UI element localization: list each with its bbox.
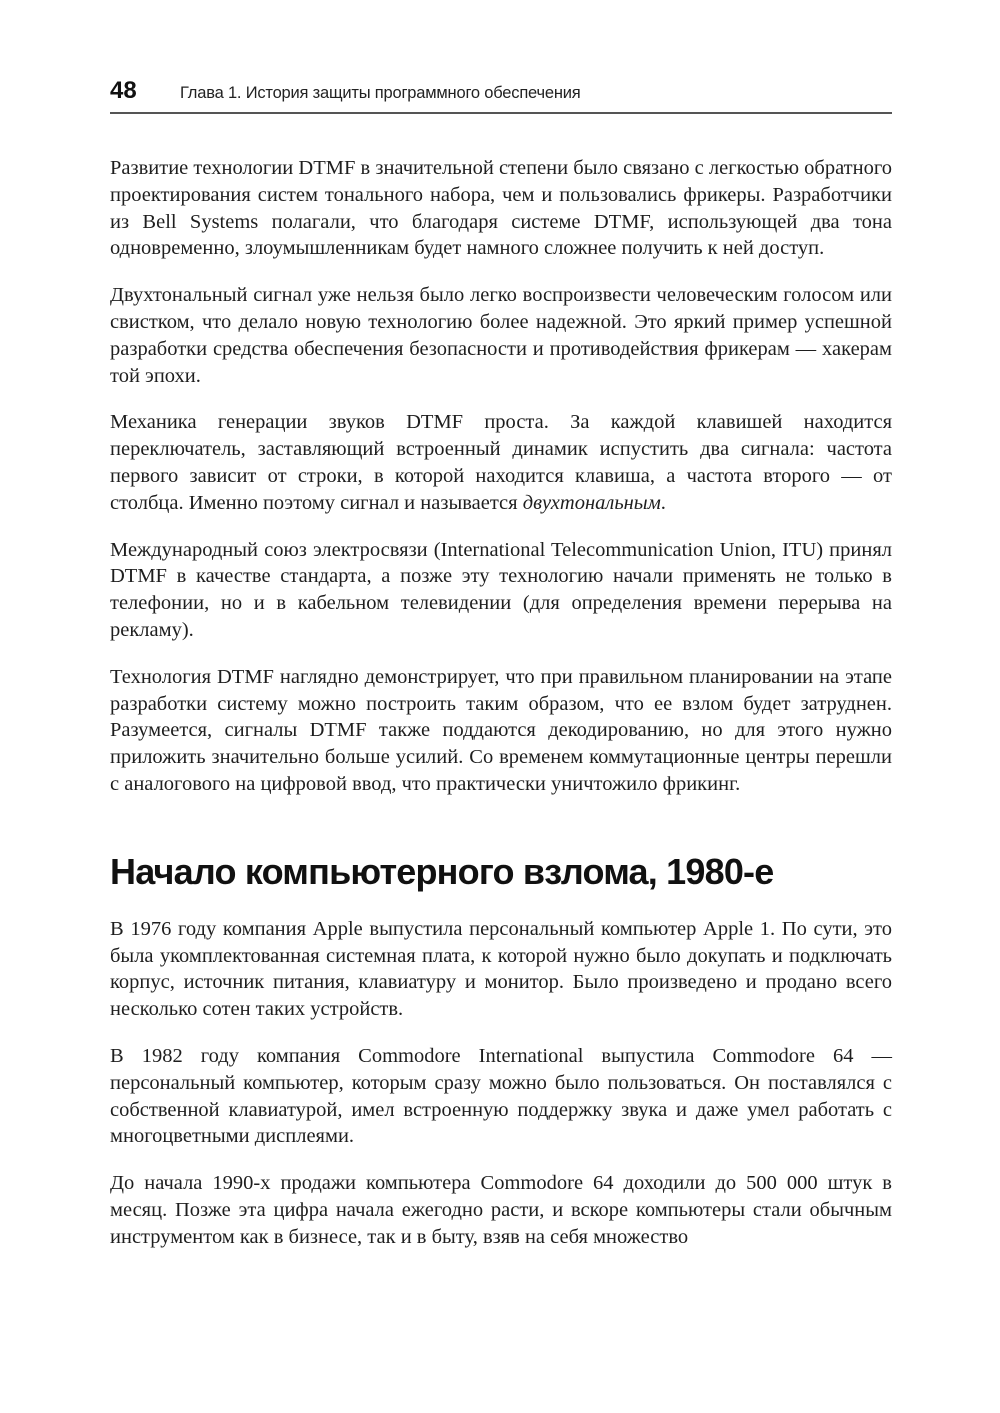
page-body — [110, 155, 892, 1271]
page-number: 48 — [110, 77, 137, 104]
body-paragraph-dtmf-mechanics — [110, 409, 892, 516]
section-heading: Начало компьютерного взлома, 1980-е — [110, 850, 774, 892]
body-paragraph-apple-1: В 1976 году компания Apple выпустила персональный компьютер Apple 1. По сути, это была укомплектованная системная плата, к которой нужно было докупать и подключать корпус, источник питания, клавиатуру и монитор. Было произведено и продано всего несколько сотен таких устройств. — [110, 917, 892, 1021]
body-paragraph-two-tone-signal: Двухтональный сигнал уже нельзя было легко воспроизвести человеческим голосом или свистком, что делало новую технологию более надежной. Это яркий пример успешной разработки средства обеспечения безопасности и противодействия фрикерам — хакерам той эпохи. — [110, 284, 892, 387]
body-paragraph-commodore-64: В 1982 году компания Commodore International выпустила Commodore 64 — персональный компьютер, которым сразу можно было пользоваться. Он поставлялся с собственной клавиатурой, имел встроенную поддержку звука и даже умел работать с многоцветными дисплеями. — [110, 1044, 892, 1148]
emphasis-term: двухтональным — [522, 491, 661, 514]
running-head: Глава 1. История защиты программного обеспечения — [180, 84, 581, 102]
body-paragraph-dtmf-conclusion: Технология DTMF наглядно демонстрирует, что при правильном планировании на этапе разработки систему можно построить таким образом, что ее взлом будет затруднен. Разумеется, сигналы DTMF также поддаются декодированию, но для этого нужно приложить значительно больше усилий. Со временем коммутационные центры перешли с аналогового на цифровой ввод, что практически уничтожило фрикинг. — [110, 665, 892, 795]
dtmf-mechanics-end: . — [660, 491, 666, 514]
body-paragraph-dtmf-history: Развитие технологии DTMF в значительной степени было связано с легкостью обратного проектирования систем тонального набора, чем и пользовались фрикеры. Разработчики из Bell Systems полагали, что благодаря системе DTMF, использующей два тона одновременно, злоумышленникам будет намного сложнее получить к ней доступ. — [110, 157, 892, 260]
dtmf-mechanics-text: Механика генерации звуков DTMF проста. За каждой клавишей находится переключатель, заставляющий встроенный динамик испустить два сигнала: частота первого зависит от строки, в которой находится клавиша, а частота второго — от столбца. Именно поэтому сигнал и называется — [110, 411, 892, 514]
body-paragraph-itu-standard: Международный союз электросвязи (International Telecommunication Union, ITU) принял DTMF в качестве стандарта, а позже эту технологию начали применять не только в телефонии, но и в кабельном телевидении (для определения времени перерыва на рекламу). — [110, 538, 892, 641]
body-paragraph-commodore-sales: До начала 1990-х продажи компьютера Commodore 64 доходили до 500 000 штук в месяц. Позже эта цифра начала ежегодно расти, и вскоре компьютеры стали обычным инструментом как в бизнесе, так и в быту, взяв на себя множество — [110, 1172, 892, 1248]
page-header — [110, 74, 892, 114]
